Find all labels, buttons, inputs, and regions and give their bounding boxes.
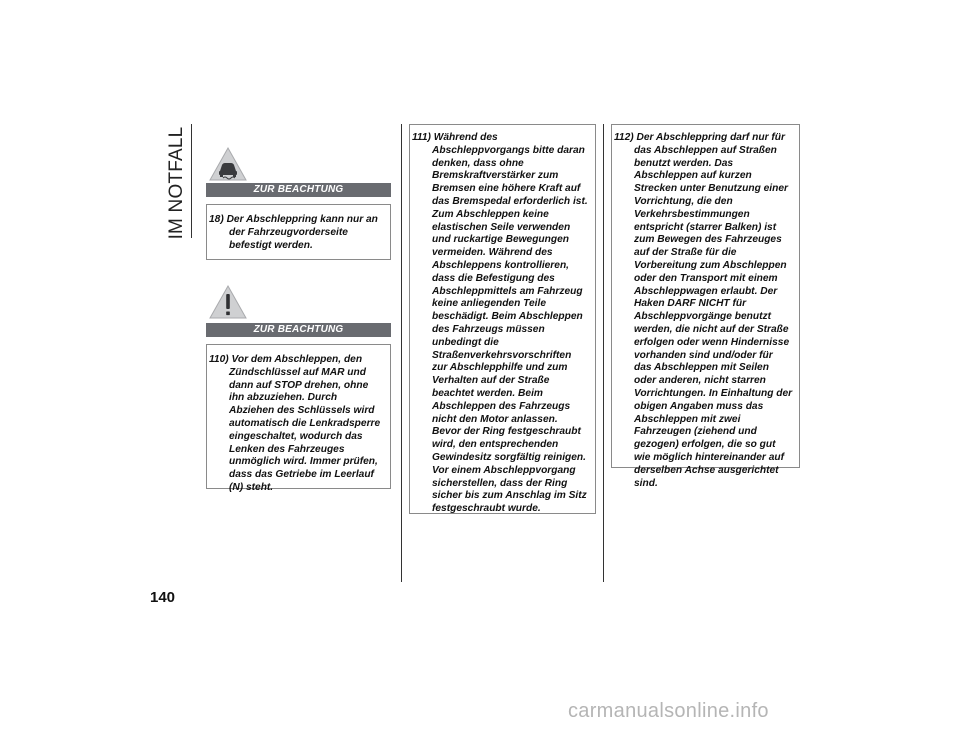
note-112-text: Der Abschleppring darf nur für das Abschleppen auf Straßen benutzt werden. Das Abschleppen auf kurzen Strecken unter Benutzung einer Vorrichtung, die den Verkehrsbestimmungen entspricht (starrer Balken) ist zum Bewegen des Fahrzeuges auf der Straße für die Vorbereitung zum Abschleppen oder den Transport mit einem Abschleppwagen erlaubt. Der Haken DARF NICHT für Abschleppvorgänge benutzt werden, die nicht auf der Straße erfolgen oder wenn Hindernisse vorhanden sind und/oder für das Abschleppen mit Seilen oder anderen, nicht starren Vorrichtungen. In Einhaltung der obigen Angaben muss das Abschleppen mit zwei Fahrzeugen (ziehend und gezogen) erfolgen, die so gut wie möglich hintereinander auf derselben Achse ausgerichtet sind. [634, 132, 793, 489]
page-number: 140 [150, 589, 176, 606]
note-111-paragraph [412, 132, 589, 516]
note-111-text: Während des Abschleppvorgangs bitte daran denken, dass ohne Bremskraftverstärker zum Bremsen eine höhere Kraft auf das Bremspedal erforderlich ist. Zum Abschleppen keine elastischen Seile verwenden und ruckartige Bewegungen vermeiden. Während des Abschleppens kontrollieren, dass die Befestigung des Abschleppmittels am Fahrzeug keine anliegenden Teile beschädigt. Beim Abschleppen des Fahrzeugs müssen unbedingt die Straßenverkehrsvorschriften zur Abschlepphilfe und zum Verhalten auf der Straße beachtet werden. Beim Abschleppen des Fahrzeugs nicht den Motor anlassen. Bevor der Ring festgeschraubt wird, den entsprechenden Gewindesitz sorgfältig reinigen. Vor einem Abschleppvorgang sicherstellen, dass der Ring sicher bis zum Anschlag im Sitz festgeschraubt wurde. [432, 132, 588, 515]
note-111 [409, 124, 596, 514]
warning-heading-2: ZUR BEACHTUNG [206, 323, 391, 337]
section-title-text: IM NOTFALL [166, 126, 187, 240]
note-18-number: 18) [209, 214, 224, 225]
note-110 [206, 344, 391, 493]
note-112-number: 112) [614, 132, 634, 143]
watermark: carmanualsonline.info [568, 700, 769, 722]
warning-heading-1: ZUR BEACHTUNG [206, 183, 391, 197]
note-110-text: Vor dem Abschleppen, den Zündschlüssel auf MAR und dann auf STOP drehen, ohne ihn abzuziehen. Durch Abziehen des Schlüssels wird automatisch die Lenkradsperre eingeschaltet, wodurch das Lenken des Fahrzeuges unmöglich wird. Immer prüfen, dass das Getriebe im Leerlauf (N) steht. [229, 354, 381, 493]
note-18-paragraph [209, 214, 384, 252]
section-title [166, 126, 188, 240]
note-18 [206, 204, 391, 260]
column-divider-2 [603, 124, 604, 582]
note-111-number: 111) [412, 132, 431, 143]
note-18-text: Der Abschleppring kann nur an der Fahrzeugvorderseite befestigt werden. [226, 214, 378, 251]
section-title-rule [191, 124, 192, 238]
column-divider-1 [401, 124, 402, 582]
note-112 [611, 124, 800, 489]
car-skid-warning-icon [208, 146, 248, 182]
note-112-paragraph [614, 132, 793, 490]
note-110-paragraph [209, 354, 384, 495]
note-110-number: 110) [209, 354, 229, 365]
exclamation-warning-icon [208, 284, 248, 320]
